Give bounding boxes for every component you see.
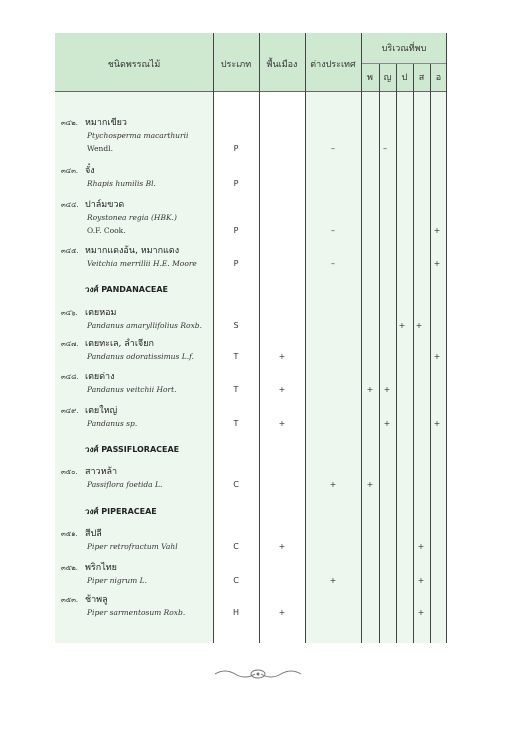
- row-number: ๓๔๘.: [61, 373, 79, 381]
- row-number: ๓๔๓.: [61, 167, 79, 175]
- scientific-name: Passiflora foetida L.: [87, 480, 163, 489]
- region-cell: –: [383, 144, 387, 153]
- scientific-name: Pandanus sp.: [87, 419, 138, 428]
- header-region-pp: ป: [401, 73, 408, 83]
- col-divider: [413, 64, 414, 643]
- region-cell: +: [433, 226, 441, 235]
- type-cell: C: [233, 542, 239, 551]
- region-sub-rule: [361, 63, 447, 64]
- scientific-name: Pandanus amaryllifolius Roxb.: [87, 321, 202, 330]
- thai-name: พริกไทย: [85, 563, 117, 573]
- thai-name: สาวหล้า: [85, 467, 118, 477]
- scientific-name: Piper retrofractum Vahl: [87, 542, 178, 551]
- region-cell: +: [366, 480, 374, 489]
- native-cell: +: [278, 352, 286, 361]
- col-divider: [446, 33, 447, 643]
- type-cell: S: [233, 321, 239, 330]
- thai-name: เตยด่าง: [85, 372, 115, 382]
- type-cell: P: [233, 259, 239, 268]
- header-region: บริเวณที่พบ: [381, 44, 427, 54]
- type-cell: T: [233, 419, 239, 428]
- scientific-name: Veitchia merrillii H.E. Moore: [87, 259, 197, 268]
- region-cell: +: [417, 576, 425, 585]
- row-number: ๓๕๓.: [61, 596, 79, 604]
- family-heading: วงศ์ PIPERACEAE: [85, 507, 157, 516]
- thai-name: หมากเขียว: [85, 118, 127, 128]
- type-cell: C: [233, 576, 239, 585]
- col-divider: [361, 33, 362, 643]
- thai-name: สีปลี: [85, 529, 102, 539]
- row-number: ๓๕๐.: [61, 468, 78, 476]
- header-region-o: อ: [435, 73, 442, 83]
- region-cell: +: [417, 542, 425, 551]
- foreign-cell: –: [331, 144, 335, 153]
- scientific-name: Piper nigrum L.: [87, 576, 147, 585]
- decorative-footer-ornament: [213, 667, 303, 681]
- row-number: ๓๔๖.: [61, 309, 78, 317]
- col-divider: [396, 64, 397, 643]
- region-cell: +: [398, 321, 406, 330]
- row-number: ๓๕๒.: [61, 564, 78, 572]
- foreign-cell: +: [329, 480, 337, 489]
- col-divider: [259, 33, 260, 643]
- scientific-name: Pandanus veitchii Hort.: [87, 385, 177, 394]
- header-region-s: ส: [418, 73, 425, 83]
- scientific-name-author: O.F. Cook.: [87, 226, 126, 235]
- row-number: ๓๔๗.: [61, 340, 79, 348]
- thai-name: เตยทะเล, ลำเจียก: [85, 339, 154, 349]
- family-heading: วงศ์ PANDANACEAE: [85, 285, 168, 294]
- thai-name: ปาล์มขวด: [85, 200, 125, 210]
- native-cell: +: [278, 419, 286, 428]
- region-cell: +: [383, 419, 391, 428]
- row-number: ๓๔๒.: [61, 119, 78, 127]
- row-number: ๓๕๑.: [61, 530, 78, 538]
- species-table: [55, 33, 447, 643]
- scientific-name: Rhapis humilis Bl.: [87, 179, 156, 188]
- col-divider: [213, 33, 214, 643]
- row-number: ๓๔๔.: [61, 201, 79, 209]
- foreign-cell: –: [331, 259, 335, 268]
- region-cell: +: [415, 321, 423, 330]
- foreign-cell: +: [329, 576, 337, 585]
- native-cell: +: [278, 542, 286, 551]
- right-column-shade: [305, 33, 447, 643]
- header-region-y: ญ: [383, 73, 392, 83]
- header-foreign: ต่างประเทศ: [310, 60, 356, 70]
- region-cell: +: [366, 385, 374, 394]
- region-cell: +: [433, 259, 441, 268]
- header-name: ชนิดพรรณไม้: [107, 60, 161, 70]
- scientific-name: Roystonea regia (HBK.): [87, 213, 177, 222]
- thai-name: ช้าพลู: [85, 595, 108, 605]
- header-bottom-rule: [55, 91, 447, 92]
- region-cell: +: [433, 419, 441, 428]
- foreign-cell: –: [331, 226, 335, 235]
- region-cell: +: [433, 352, 441, 361]
- header-region-p: พ: [367, 73, 373, 83]
- type-cell: P: [233, 179, 239, 188]
- row-number: ๓๔๙.: [61, 407, 79, 415]
- thai-name: เตยใหญ่: [85, 406, 118, 416]
- native-cell: +: [278, 608, 286, 617]
- type-cell: T: [233, 352, 239, 361]
- type-cell: P: [233, 144, 239, 153]
- col-divider: [305, 33, 306, 643]
- thai-name: หมากแดงอ้น, หมากแดง: [85, 246, 180, 256]
- scientific-name: Piper sarmentosum Roxb.: [87, 608, 186, 617]
- family-heading: วงศ์ PASSIFLORACEAE: [85, 445, 180, 454]
- type-cell: H: [232, 608, 239, 617]
- region-cell: +: [383, 385, 391, 394]
- type-cell: P: [233, 226, 239, 235]
- scientific-name: Ptychosperma macarthurii: [87, 131, 189, 140]
- type-cell: C: [233, 480, 239, 489]
- region-cell: +: [417, 608, 425, 617]
- header-type: ประเภท: [220, 60, 252, 70]
- native-cell: +: [278, 385, 286, 394]
- thai-name: จั๋ง: [85, 166, 95, 176]
- type-cell: T: [233, 385, 239, 394]
- scientific-name: Pandanus odoratissimus L.f.: [87, 352, 195, 361]
- scientific-name-author: Wendl.: [87, 144, 113, 153]
- row-number: ๓๔๕.: [61, 247, 79, 255]
- thai-name: เตยหอม: [85, 308, 117, 318]
- header-native: พื้นเมือง: [266, 60, 298, 70]
